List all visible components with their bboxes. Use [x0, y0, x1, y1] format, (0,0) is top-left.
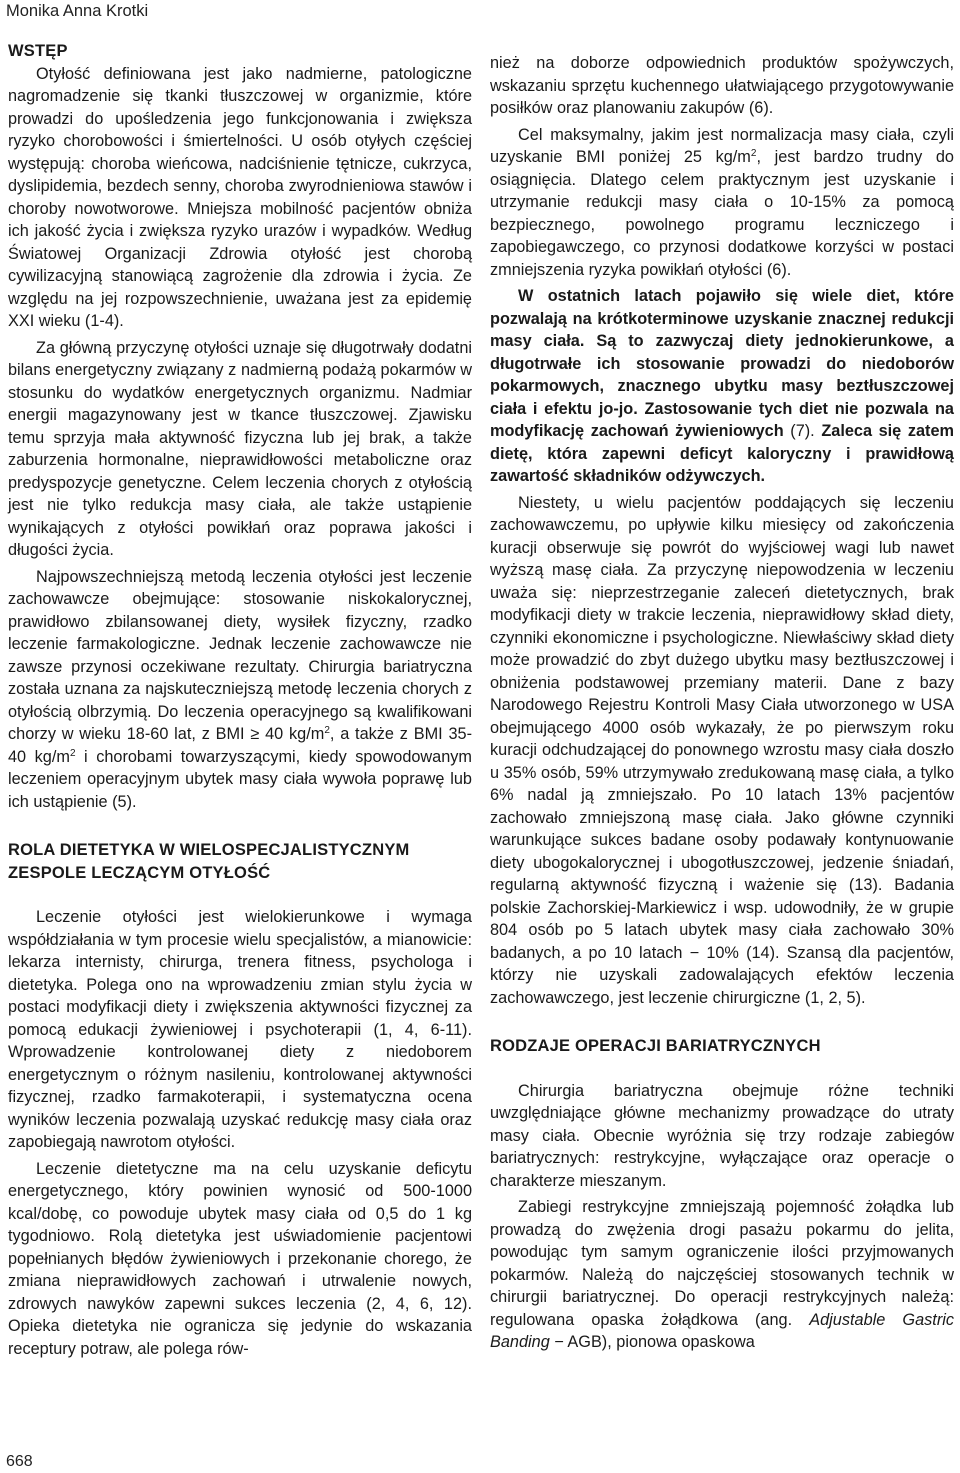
paragraph: Niestety, u wielu pacjentów poddających się leczeniu zachowawczemu, po upływie kilku miesięcy od zakończenia kuracji obserwuje się powrót do wyjściowej wagi lub nawet wyższą masę ciała. Za przyczynę niepowodzenia w leczeniu uważa się: nieprzestrzeganie zaleceń dietetycznych, brak modyfikacji diety w trakcie leczenia, nieprawidłowy skład diety, czynniki ekonomiczne i psychologiczne. Niewłaściwy skład diety może prowadzić do zbyt dużego ubytku masy beztłuszczowej i obniżenia podstawowej przemiany materii. Dane z bazy Narodowego Rejestru Kontroli Masy Ciała utworzonego w USA obejmującego 4000 osób wykazały, że po pierwszym roku kuracji odchudzającej do ponownego wzrostu masy ciała doszło u 35% osób, 59% utrzymywało zredukowaną masę ciała, a tylko 6% nadal ją zmniejszało. Po 10 latach 13% pacjentów zachowało zmniejszoną masę ciała. Jako główne czynniki warunkujące sukces badane osoby podawały kontynuowanie diety ubogokalorycznej i ubogotłuszczowej, jedzenie śniadań, regularną aktywność fizyczną i ważenie się (13). Badania polskie Zachorskiej-Markiewicz i wsp. udowodniły, że w grupie 804 osób po 5 latach ubytek masy ciała zachowało 30% badanych, a po 10 latach − 10% (14). Szansą dla pacjentów, którzy nie uzyskali zadowalających efektów leczenia zachowawczego, jest leczenie chirurgiczne (1, 2, 5).: [490, 493, 954, 1007]
text-run: , a także z BMI 35-40 kg/m: [8, 725, 472, 766]
paragraph: [490, 1196, 954, 1354]
paragraph: Leczenie dietetyczne ma na celu uzyskanie deficytu energetycznego, który powinien wynosić od 500-1000 kcal/dobę, co powoduje ubytek masy ciała od 0,5 do 1 kg tygodniowo. Rolą dietetyka jest uświadomienie pacjentowi popełnianych błędów żywieniowych i przekonanie chorego, że zmiana nieprawidłowych zachowań i utrwalenie nowych, zdrowych nawyków zapewni sukces leczenia (2, 4, 6, 12). Opieka dietetyka nie ogranicza się jedynie do wskazania receptury potraw, ale polega rów-: [8, 1159, 472, 1358]
italic-text-run: Adjustable Gastric Banding: [490, 1310, 954, 1351]
text-run: (7).: [783, 422, 822, 440]
text-run: Cel maksymalny, jakim jest normalizacja masy ciała, czyli uzyskanie BMI poniżej 25 kg/m: [490, 125, 954, 166]
superscript: 2: [750, 148, 757, 159]
paragraph: [490, 124, 954, 282]
paragraph: Za główną przyczynę otyłości uznaje się długotrwały dodatni bilans energetyczny związany z nadmierną podażą pokarmów w stosunku do wydatków energetycznych organizmu. Nadmiar energii magazynowany jest w tkance tłuszczowej. Zjawisku temu sprzyja mała aktywność fizyczna lub jej brak, a także zaburzenia hormonalne, nieprawidłowości metaboliczne oraz predyspozycje genetyczne. Celem leczenia chorych z otyłością jest nie tylko redukcja masy ciała, ale także ustąpienie wynikających z otyłości powikłań oraz poprawa jakości i długości życia.: [8, 338, 472, 559]
bold-text-run: W ostatnich latach pojawiło się wiele diet, które pozwalają na krótkoterminowe uzyskanie znacznej redukcji masy ciała. Są to zazwyczaj diety jednokierunkowe, a długotrwałe ich stosowanie prowadzi do niedoborów pokarmowych, znacznego ubytku masy beztłuszczowej ciała i efektu jo-jo. Zastosowanie tych diet nie pozwala na modyfikację zachowań żywieniowych: [490, 287, 954, 440]
superscript: 2: [324, 725, 330, 736]
bold-text-run: Zaleca się zatem dietę, która zapewni deficyt kaloryczny i prawidłową zawartość składników odżywczych.: [490, 422, 954, 485]
text-run: i chorobami towarzyszącymi, kiedy spowodowanym leczeniem operacyjnym ubytek masy ciała wywoła poprawę lub ich ustąpienie (5).: [8, 747, 472, 811]
text-run: , jest bardzo trudny do osiągnięcia. Dlatego celem praktycznym jest uzyskanie i utrzymanie redukcji masy ciała o 10-15% za pomocą bezpiecznego, powolnego programu leczniczego i zapobiegawczego, co przynosi dodatkowe korzyści w postaci zmniejszenia ryzyka powikłań otyłości (6).: [490, 148, 954, 279]
running-header-author: Monika Anna Krotki: [6, 2, 149, 20]
paragraph: Chirurgia bariatryczna obejmuje różne techniki uwzględniające główne mechanizmy prowadzące do utraty masy ciała. Obecnie wyróżnia się trzy rodzaje zabiegów bariatrycznych: restrykcyjne, wyłączające oraz operacje o charakterze mieszanym.: [490, 1081, 954, 1190]
paragraph: [8, 566, 472, 814]
text-run: − AGB), pionowa opaskowa: [549, 1333, 755, 1351]
paragraph: [490, 285, 954, 488]
paragraph: Otyłość definiowana jest jako nadmierne, patologiczne nagromadzenie się tkanki tłuszczowej w organizmie, które prowadzi do upośledzenia jego funkcjonowania i zwiększa ryzyko chorobowości i śmiertelności. U osób otyłych częściej występują: choroba wieńcowa, nadciśnienie tętnicze, cukrzyca, dyslipidemia, bezdech senny, choroba zwyrodnieniowa stawów i choroby nowotworowe. Mniejsza mobilność pacjentów obniża ich jakość życia i zwiększa ryzyko urazów i wypadków. Według Światowej Organizacji Zdrowia otyłość jest chorobą cywilizacyjną stanowiącą zagrożenie dla zdrowia i życia. Ze względu na jej rozpowszechnienie, uważana jest za epidemię XXI wieku (1-4).: [8, 64, 472, 330]
section-heading-rola: ROLA DIETETYKA W WIELOSPECJALISTYCZNYM ZESPOLE LECZĄCYM OTYŁOŚĆ: [8, 841, 410, 882]
text-run: Najpowszechniejszą metodą leczenia otyłości jest leczenie zachowawcze obejmujące: stosowanie niskokalorycznej, prawidłowo zbilansowanej diety, wysiłek fizyczny, rzadko leczenie farmakologiczne. Jednak leczenie zachowawcze nie zawsze przynosi oczekiwane rezultaty. Chirurgia bariatryczna została uznana za najskuteczniejszą metodę leczenia chorych z otyłością olbrzymią. Do leczenia operacyjnego są kwalifikowani chorzy w wieku 18-60 lat, z BMI ≥ 40 kg/m: [8, 567, 472, 743]
right-column: [490, 52, 954, 1358]
page-number: 668: [6, 1453, 33, 1470]
paragraph: nież na doborze odpowiednich produktów spożywczych, wskazaniu sprzętu kuchennego ułatwiającego przygotowywanie posiłków oraz planowaniu zakupów (6).: [490, 54, 954, 117]
superscript: 2: [69, 747, 76, 759]
text-run: Zabiegi restrykcyjne zmniejszają pojemność żołądka lub prowadzą do zwężenia drogi pasażu pokarmu do jelita, powodując tym samym ograniczenie ilości przyjmowanych pokarmów. Należą do najczęściej stosowanych technik w chirurgii bariatrycznej. Do operacji restrykcyjnych należą: regulowana opaska żołądkowa (ang.: [490, 1198, 954, 1329]
section-heading-rodzaje: RODZAJE OPERACJI BARIATRYCZNYCH: [490, 1037, 821, 1055]
paragraph: Leczenie otyłości jest wielokierunkowe i wymaga współdziałania w tym procesie wielu specjalistów, a mianowicie: lekarza internisty, chirurga, trenera fitness, psychologa i dietetyka. Polega ono na wprowadzeniu zmian stylu życia w postaci modyfikacji diety i zwiększenia aktywności fizycznej za pomocą edukacji żywieniowej i psychoterapii (1, 4, 6-11). Wprowadzenie kontrolowanej diety z niedoborem energetycznym o różnym nasileniu, kontrolowanej aktywności fizycznej, rzadko farmakoterapii, i systematyczna ocena wyników leczenia pozwalają uzyskać redukcję masy ciała oraz zapobiegają nawrotom otyłości.: [8, 908, 472, 1151]
section-heading-intro: WSTĘP: [8, 42, 68, 60]
left-column: [8, 40, 472, 1364]
